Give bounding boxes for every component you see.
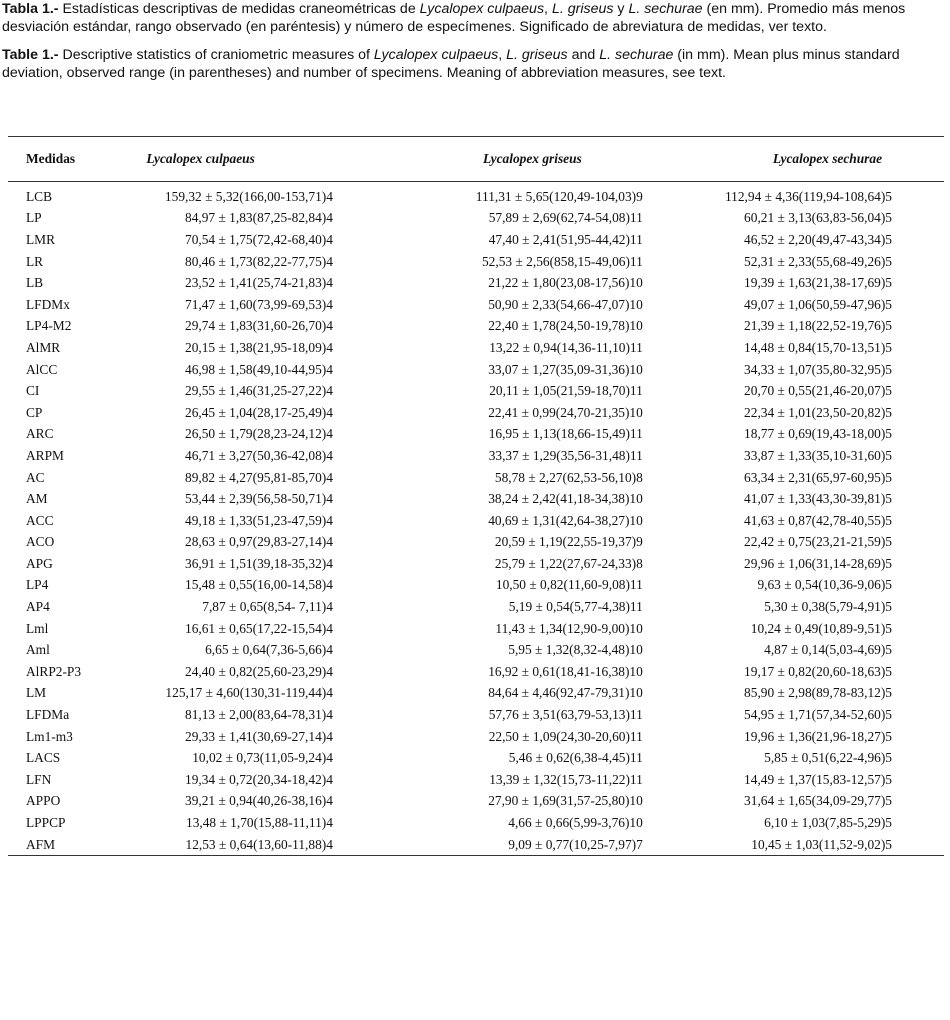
sechurae-value-cell: 5,85 ± 0,51(6,22-4,96)5	[764, 750, 892, 766]
sechurae-value-cell: 19,39 ± 1,63(21,38-17,69)5	[744, 275, 892, 291]
griseus-value-cell: 33,07 ± 1,27(35,09-31,36)10	[488, 361, 643, 377]
sechurae-value-cell: 31,64 ± 1,65(34,09-29,77)5	[744, 793, 892, 809]
table-row	[8, 229, 944, 251]
griseus-value-cell: 50,90 ± 2,33(54,66-47,07)10	[488, 296, 643, 312]
measure-cell: LFDMa	[26, 707, 70, 723]
table-row	[8, 424, 944, 446]
caption-en-text1: Descriptive statistics of craniometric measures of	[58, 47, 374, 63]
culpaeus-value-cell: 39,21 ± 0,94(40,26-38,16)4	[185, 793, 333, 809]
measure-cell: AP4	[26, 599, 50, 615]
measure-cell: CP	[26, 404, 43, 420]
sechurae-value-cell: 19,17 ± 0,82(20,60-18,63)5	[744, 663, 892, 679]
sechurae-value-cell: 21,39 ± 1,18(22,52-19,76)5	[744, 318, 892, 334]
griseus-value-cell: 13,39 ± 1,32(15,73-11,22)11	[489, 771, 643, 787]
sechurae-value-cell: 85,90 ± 2,98(89,78-83,12)5	[744, 685, 892, 701]
table-row	[8, 359, 944, 381]
griseus-value-cell: 5,46 ± 0,62(6,38-4,45)11	[508, 750, 643, 766]
sechurae-value-cell: 33,87 ± 1,33(35,10-31,60)5	[744, 447, 892, 463]
measure-cell: LB	[26, 275, 44, 291]
griseus-value-cell: 38,24 ± 2,42(41,18-34,38)10	[488, 491, 643, 507]
culpaeus-value-cell: 29,74 ± 1,83(31,60-26,70)4	[185, 318, 333, 334]
sechurae-value-cell: 6,10 ± 1,03(7,85-5,29)5	[764, 815, 892, 831]
measure-cell: LM	[26, 685, 47, 701]
culpaeus-value-cell: 53,44 ± 2,39(56,58-50,71)4	[185, 491, 333, 507]
sechurae-value-cell: 14,49 ± 1,37(15,83-12,57)5	[744, 771, 892, 787]
measure-cell: APPO	[26, 793, 61, 809]
table-header-row	[8, 137, 944, 182]
table-row	[8, 769, 944, 791]
griseus-value-cell: 22,40 ± 1,78(24,50-19,78)10	[488, 318, 643, 334]
table-row	[8, 747, 944, 769]
culpaeus-value-cell: 7,87 ± 0,65(8,54- 7,11)4	[202, 599, 333, 615]
sechurae-value-cell: 14,48 ± 0,84(15,70-13,51)5	[744, 339, 892, 355]
caption-es-text3: y	[613, 1, 629, 17]
sechurae-value-cell: 63,34 ± 2,31(65,97-60,95)5	[744, 469, 892, 485]
culpaeus-value-cell: 46,98 ± 1,58(49,10-44,95)4	[185, 361, 333, 377]
griseus-value-cell: 52,53 ± 2,56(858,15-49,06)11	[481, 253, 643, 269]
caption-en-text2: ,	[498, 47, 507, 63]
griseus-value-cell: 27,90 ± 1,69(31,57-25,80)10	[488, 793, 643, 809]
measure-cell: LR	[26, 253, 44, 269]
measure-cell: AlMR	[26, 339, 61, 355]
caption-es-species1: Lycalopex culpaeus	[419, 1, 545, 17]
culpaeus-value-cell: 29,55 ± 1,46(31,25-27,22)4	[185, 383, 333, 399]
sechurae-value-cell: 41,07 ± 1,33(43,30-39,81)5	[744, 491, 892, 507]
griseus-value-cell: 40,69 ± 1,31(42,64-38,27)10	[488, 512, 643, 528]
griseus-value-cell: 58,78 ± 2,27(62,53-56,10)8	[494, 469, 643, 485]
table-row	[8, 791, 944, 813]
sechurae-value-cell: 10,24 ± 0,49(10,89-9,51)5	[750, 620, 892, 636]
sechurae-value-cell: 10,45 ± 1,03(11,52-9,02)5	[751, 836, 892, 852]
culpaeus-value-cell: 125,17 ± 4,60(130,31-119,44)4	[165, 685, 333, 701]
griseus-value-cell: 25,79 ± 1,22(27,67-24,33)8	[494, 555, 643, 571]
table-row	[8, 402, 944, 424]
sechurae-value-cell: 29,96 ± 1,06(31,14-28,69)5	[744, 555, 892, 571]
culpaeus-value-cell: 71,47 ± 1,60(73,99-69,53)4	[185, 296, 333, 312]
griseus-value-cell: 21,22 ± 1,80(23,08-17,56)10	[488, 275, 643, 291]
measure-cell: AM	[26, 491, 48, 507]
sechurae-value-cell: 20,70 ± 0,55(21,46-20,07)5	[744, 383, 892, 399]
griseus-value-cell: 57,89 ± 2,69(62,74-54,08)11	[488, 210, 643, 226]
culpaeus-value-cell: 26,45 ± 1,04(28,17-25,49)4	[185, 404, 333, 420]
measure-cell: LCB	[26, 188, 53, 204]
measure-cell: APG	[26, 555, 53, 571]
table-row	[8, 467, 944, 489]
griseus-value-cell: 111,31 ± 5,65(120,49-104,03)9	[475, 188, 643, 204]
griseus-value-cell: 13,22 ± 0,94(14,36-11,10)11	[489, 339, 643, 355]
table-row	[8, 510, 944, 532]
table-row	[8, 532, 944, 554]
griseus-value-cell: 5,95 ± 1,32(8,32-4,48)10	[508, 642, 643, 658]
sechurae-value-cell: 49,07 ± 1,06(50,59-47,96)5	[744, 296, 892, 312]
griseus-value-cell: 5,19 ± 0,54(5,77-4,38)11	[508, 599, 643, 615]
culpaeus-value-cell: 15,48 ± 0,55(16,00-14,58)4	[185, 577, 333, 593]
table-row	[8, 316, 944, 338]
table-row	[8, 272, 944, 294]
culpaeus-value-cell: 46,71 ± 3,27(50,36-42,08)4	[185, 447, 333, 463]
culpaeus-value-cell: 20,15 ± 1,38(21,95-18,09)4	[185, 339, 333, 355]
sechurae-value-cell: 19,96 ± 1,36(21,96-18,27)5	[744, 728, 892, 744]
caption-en-species2: L. griseus	[506, 47, 568, 63]
griseus-value-cell: 22,50 ± 1,09(24,30-20,60)11	[488, 728, 643, 744]
caption-es-text1: Estadísticas descriptivas de medidas craneométricas de	[58, 1, 420, 17]
table-row	[8, 251, 944, 273]
table-row	[8, 596, 944, 618]
culpaeus-value-cell: 36,91 ± 1,51(39,18-35,32)4	[185, 555, 333, 571]
griseus-value-cell: 22,41 ± 0,99(24,70-21,35)10	[488, 404, 643, 420]
table-row	[8, 726, 944, 748]
measure-cell: LFN	[26, 771, 52, 787]
sechurae-value-cell: 112,94 ± 4,36(119,94-108,64)5	[724, 188, 892, 204]
table-row	[8, 683, 944, 705]
measure-cell: LPPCP	[26, 815, 66, 831]
table-row	[8, 445, 944, 467]
sechurae-value-cell: 22,34 ± 1,01(23,50-20,82)5	[744, 404, 892, 420]
griseus-value-cell: 33,37 ± 1,29(35,56-31,48)11	[488, 447, 643, 463]
culpaeus-value-cell: 23,52 ± 1,41(25,74-21,83)4	[185, 275, 333, 291]
measure-cell: LP4-M2	[26, 318, 72, 334]
griseus-value-cell: 20,59 ± 1,19(22,55-19,37)9	[494, 534, 643, 550]
sechurae-value-cell: 5,30 ± 0,38(5,79-4,91)5	[764, 599, 892, 615]
measure-cell: LP4	[26, 577, 49, 593]
caption-en-text3: and	[567, 47, 600, 63]
measure-cell: AlCC	[26, 361, 58, 377]
table-row	[8, 812, 944, 834]
measure-cell: LMR	[26, 231, 56, 247]
culpaeus-value-cell: 12,53 ± 0,64(13,60-11,88)4	[185, 836, 333, 852]
table-row	[8, 182, 944, 208]
table-row	[8, 575, 944, 597]
table-row	[8, 553, 944, 575]
table-row	[8, 380, 944, 402]
culpaeus-value-cell: 81,13 ± 2,00(83,64-78,31)4	[185, 707, 333, 723]
caption-en-lead: Table 1.-	[2, 47, 59, 63]
table-row	[8, 337, 944, 359]
measure-cell: LACS	[26, 750, 61, 766]
caption-en-species3: L. sechurae	[599, 47, 674, 63]
sechurae-value-cell: 54,95 ± 1,71(57,34-52,60)5	[744, 707, 892, 723]
caption-es-text4: (en mm). Promedio más menos desviación estándar, rango observado (en paréntesis) y número de especímenes. Significado de abreviatura de medidas, ver texto.	[2, 1, 906, 35]
header-sechurae: Lycalopex sechurae	[772, 151, 883, 166]
measure-cell: LFDMx	[26, 296, 70, 312]
culpaeus-value-cell: 159,32 ± 5,32(166,00-153,71)4	[164, 188, 333, 204]
caption-es-species2: L. griseus	[551, 1, 614, 17]
table-row	[8, 834, 944, 856]
caption-es-lead: Tabla 1.-	[2, 1, 59, 17]
measure-cell: Lml	[26, 620, 49, 636]
culpaeus-value-cell: 16,61 ± 0,65(17,22-15,54)4	[185, 620, 333, 636]
table-row	[8, 639, 944, 661]
culpaeus-value-cell: 6,65 ± 0,64(7,36-5,66)4	[205, 642, 333, 658]
header-medidas: Medidas	[26, 151, 76, 166]
measure-cell: ACC	[26, 512, 54, 528]
sechurae-value-cell: 46,52 ± 2,20(49,47-43,34)5	[744, 231, 892, 247]
measure-cell: CI	[26, 383, 40, 399]
griseus-value-cell: 11,43 ± 1,34(12,90-9,00)10	[495, 620, 643, 636]
header-culpaeus: Lycalopex culpaeus	[146, 151, 255, 166]
table-row	[8, 208, 944, 230]
table-row	[8, 488, 944, 510]
culpaeus-value-cell: 13,48 ± 1,70(15,88-11,11)4	[186, 815, 333, 831]
measure-cell: ACO	[26, 534, 55, 550]
sechurae-value-cell: 60,21 ± 3,13(63,83-56,04)5	[744, 210, 892, 226]
table-row	[8, 704, 944, 726]
culpaeus-value-cell: 70,54 ± 1,75(72,42-68,40)4	[185, 231, 333, 247]
culpaeus-value-cell: 84,97 ± 1,83(87,25-82,84)4	[185, 210, 333, 226]
statistics-table	[8, 136, 944, 856]
culpaeus-value-cell: 80,46 ± 1,73(82,22-77,75)4	[185, 253, 333, 269]
sechurae-value-cell: 4,87 ± 0,14(5,03-4,69)5	[764, 642, 892, 658]
culpaeus-value-cell: 49,18 ± 1,33(51,23-47,59)4	[185, 512, 333, 528]
measure-cell: AlRP2-P3	[26, 663, 82, 679]
culpaeus-value-cell: 10,02 ± 0,73(11,05-9,24)4	[192, 750, 333, 766]
culpaeus-value-cell: 19,34 ± 0,72(20,34-18,42)4	[185, 771, 333, 787]
caption-es-text2: ,	[544, 1, 552, 17]
griseus-value-cell: 20,11 ± 1,05(21,59-18,70)11	[489, 383, 643, 399]
griseus-value-cell: 16,95 ± 1,13(18,66-15,49)11	[488, 426, 643, 442]
culpaeus-value-cell: 24,40 ± 0,82(25,60-23,29)4	[185, 663, 333, 679]
caption-english	[0, 46, 950, 82]
measure-cell: ARPM	[26, 447, 64, 463]
caption-es-species3: L. sechurae	[628, 1, 703, 17]
measure-cell: AC	[26, 469, 45, 485]
sechurae-value-cell: 41,63 ± 0,87(42,78-40,55)5	[744, 512, 892, 528]
header-griseus: Lycalopex griseus	[482, 151, 582, 166]
sechurae-value-cell: 9,63 ± 0,54(10,36-9,06)5	[757, 577, 892, 593]
table-row	[8, 661, 944, 683]
culpaeus-value-cell: 28,63 ± 0,97(29,83-27,14)4	[185, 534, 333, 550]
measure-cell: AFM	[26, 836, 56, 852]
table-row	[8, 618, 944, 640]
measure-cell: LP	[26, 210, 42, 226]
measure-cell: Aml	[26, 642, 50, 658]
table-row	[8, 294, 944, 316]
griseus-value-cell: 47,40 ± 2,41(51,95-44,42)11	[488, 231, 643, 247]
griseus-value-cell: 10,50 ± 0,82(11,60-9,08)11	[495, 577, 643, 593]
griseus-value-cell: 57,76 ± 3,51(63,79-53,13)11	[488, 707, 643, 723]
caption-en-text4: (in mm). Mean plus minus standard deviation, observed range (in parentheses) and number of specimens. Meaning of abbreviation measures, see text.	[2, 47, 900, 81]
sechurae-value-cell: 22,42 ± 0,75(23,21-21,59)5	[744, 534, 892, 550]
measure-cell: ARC	[26, 426, 54, 442]
culpaeus-value-cell: 29,33 ± 1,41(30,69-27,14)4	[185, 728, 333, 744]
caption-en-species1: Lycalopex culpaeus	[373, 47, 499, 63]
sechurae-value-cell: 34,33 ± 1,07(35,80-32,95)5	[744, 361, 892, 377]
table-body	[8, 182, 944, 856]
griseus-value-cell: 16,92 ± 0,61(18,41-16,38)10	[488, 663, 643, 679]
griseus-value-cell: 4,66 ± 0,66(5,99-3,76)10	[508, 815, 643, 831]
sechurae-value-cell: 52,31 ± 2,33(55,68-49,26)5	[744, 253, 892, 269]
caption-spanish	[0, 0, 950, 36]
culpaeus-value-cell: 89,82 ± 4,27(95,81-85,70)4	[185, 469, 333, 485]
culpaeus-value-cell: 26,50 ± 1,79(28,23-24,12)4	[185, 426, 333, 442]
griseus-value-cell: 84,64 ± 4,46(92,47-79,31)10	[488, 685, 643, 701]
sechurae-value-cell: 18,77 ± 0,69(19,43-18,00)5	[744, 426, 892, 442]
measure-cell: Lm1-m3	[26, 728, 73, 744]
griseus-value-cell: 9,09 ± 0,77(10,25-7,97)7	[508, 836, 643, 852]
